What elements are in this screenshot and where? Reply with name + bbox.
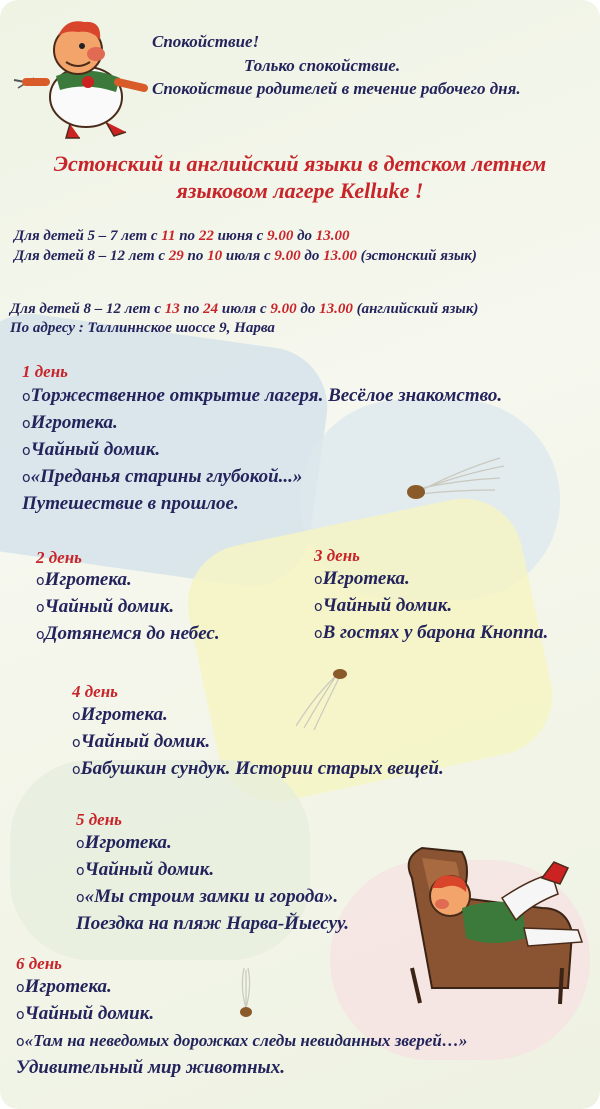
- list-item: oЧайный домик.: [76, 859, 215, 880]
- day-title: 4 день: [72, 682, 118, 701]
- carlson-flying-illustration: [6, 12, 156, 142]
- title-line-1: Эстонский и английский языки в детском летнем: [53, 151, 547, 176]
- schedule-line: Для детей 8 – 12 лет с 29 по 10 июля с 9.00 до 13.00 (эстонский язык): [14, 248, 477, 264]
- day-title: 1 день: [22, 362, 68, 381]
- carlson-armchair-illustration: [392, 838, 592, 1008]
- propeller-illustration: [400, 450, 510, 510]
- list-item: oИгротека.: [72, 704, 168, 725]
- day-title: 3 день: [314, 546, 360, 565]
- list-item-extra: Путешествие в прошлое.: [22, 493, 239, 514]
- list-item: oТоржественное открытие лагеря. Весёлое знакомство.: [22, 385, 503, 406]
- schedule-line: Для детей 5 – 7 лет с 11 по 22 июня с 9.00 до 13.00: [14, 228, 350, 244]
- list-item: oИгротека.: [36, 569, 132, 590]
- title-line-2: языковом лагере Kelluke !: [176, 178, 424, 203]
- day-title: 5 день: [76, 810, 122, 829]
- propeller-illustration: [226, 964, 266, 1024]
- schedule-line: Для детей 8 – 12 лет с 13 по 24 июля с 9.00 до 13.00 (английский язык): [10, 301, 479, 317]
- list-item: o«Преданья старины глубокой...»: [22, 466, 303, 487]
- list-item: oИгротека.: [314, 568, 410, 589]
- list-item: oИгротека.: [22, 412, 118, 433]
- list-item: oЧайный домик.: [16, 1003, 155, 1024]
- list-item: oБабушкин сундук. Истории старых вещей.: [72, 758, 444, 779]
- header-line-3: Спокойствие родителей в течение рабочего дня.: [152, 79, 521, 98]
- list-item: oИгротека.: [16, 976, 112, 997]
- address: По адресу : Таллиннское шоссе 9, Нарва: [10, 320, 275, 336]
- header-line-1: Спокойствие!: [152, 32, 260, 51]
- header-line-2: Только спокойствие.: [244, 56, 401, 75]
- list-item: oЧайный домик.: [36, 596, 175, 617]
- propeller-illustration: [286, 664, 356, 734]
- list-item-extra: Поездка на пляж Нарва-Йыесуу.: [76, 913, 350, 934]
- list-item: oДотянемся до небес.: [36, 623, 220, 644]
- list-item: o«Мы строим замки и города».: [76, 886, 339, 907]
- list-item-extra: Удивительный мир животных.: [16, 1057, 285, 1078]
- list-item: oЧайный домик.: [314, 595, 453, 616]
- list-item: oЧайный домик.: [72, 731, 211, 752]
- list-item: o«Там на неведомых дорожках следы невиданных зверей…»: [16, 1031, 468, 1050]
- day-title: 6 день: [16, 954, 62, 973]
- list-item: oЧайный домик.: [22, 439, 161, 460]
- day-title: 2 день: [36, 548, 82, 567]
- list-item: oИгротека.: [76, 832, 172, 853]
- list-item: oВ гостях у барона Кноппа.: [314, 622, 549, 643]
